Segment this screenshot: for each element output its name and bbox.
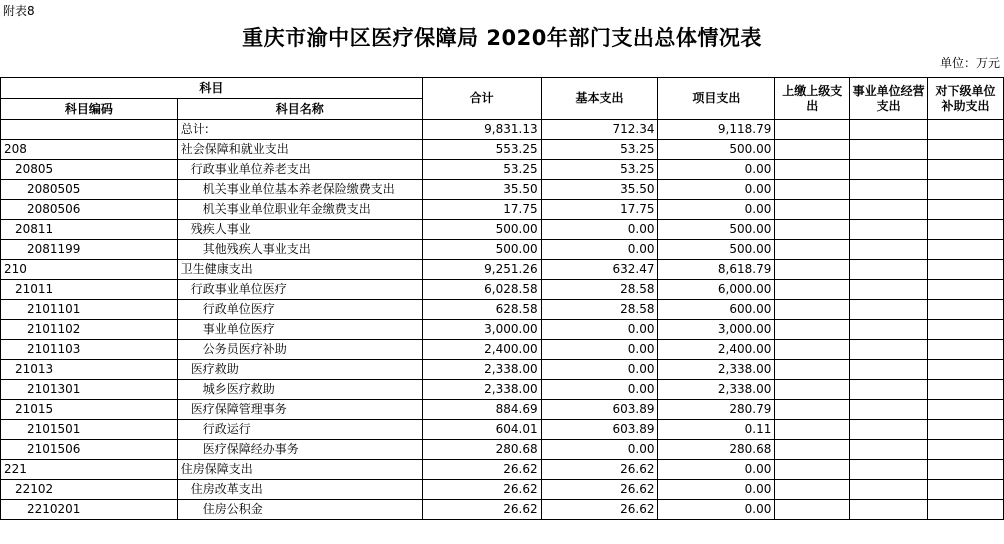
business-cell [850,300,928,320]
total-cell: 26.62 [422,460,541,480]
subject-code-cell: 2080505 [1,180,178,200]
upper-cell [775,360,850,380]
subject-name-cell: 残疾人事业 [177,220,422,240]
upper-cell [775,200,850,220]
upper-cell [775,400,850,420]
business-cell [850,240,928,260]
total-cell: 3,000.00 [422,320,541,340]
project-cell: 500.00 [658,220,775,240]
project-cell: 0.00 [658,180,775,200]
basic-cell: 603.89 [541,400,658,420]
subject-code-cell: 2101102 [1,320,178,340]
table-row [1,400,1004,420]
subsidy-cell [928,200,1004,220]
subject-name-cell: 住房改革支出 [177,480,422,500]
table-row [1,440,1004,460]
total-cell: 26.62 [422,480,541,500]
subject-code-cell: 22102 [1,480,178,500]
project-cell: 8,618.79 [658,260,775,280]
business-cell [850,460,928,480]
subject-code-cell: 208 [1,140,178,160]
subsidy-cell [928,240,1004,260]
header-total: 合计 [422,78,541,120]
upper-cell [775,420,850,440]
basic-cell: 28.58 [541,300,658,320]
project-cell: 0.11 [658,420,775,440]
subject-code-cell [1,120,178,140]
subsidy-cell [928,340,1004,360]
upper-cell [775,240,850,260]
total-cell: 35.50 [422,180,541,200]
total-cell: 26.62 [422,500,541,520]
subject-code-cell: 2101506 [1,440,178,460]
basic-cell: 53.25 [541,140,658,160]
table-row [1,340,1004,360]
total-cell: 628.58 [422,300,541,320]
subject-code-cell: 21011 [1,280,178,300]
total-cell: 500.00 [422,220,541,240]
subsidy-cell [928,180,1004,200]
basic-cell: 632.47 [541,260,658,280]
total-cell: 280.68 [422,440,541,460]
table-row [1,360,1004,380]
upper-cell [775,380,850,400]
subsidy-cell [928,460,1004,480]
subject-code-cell: 21013 [1,360,178,380]
subsidy-cell [928,440,1004,460]
subsidy-cell [928,400,1004,420]
subsidy-cell [928,120,1004,140]
subject-name-cell: 行政单位医疗 [177,300,422,320]
project-cell: 280.68 [658,440,775,460]
basic-cell: 53.25 [541,160,658,180]
project-cell: 3,000.00 [658,320,775,340]
upper-cell [775,280,850,300]
business-cell [850,280,928,300]
subject-code-cell: 2101301 [1,380,178,400]
project-cell: 0.00 [658,160,775,180]
attachment-label: 附表8 [3,4,35,18]
table-row [1,140,1004,160]
expenditure-table [0,77,1004,520]
business-cell [850,120,928,140]
total-cell: 553.25 [422,140,541,160]
table-row [1,280,1004,300]
subsidy-cell [928,160,1004,180]
upper-cell [775,260,850,280]
header-upper: 上缴上级支出 [775,78,850,120]
upper-cell [775,140,850,160]
subject-name-cell: 医疗保障管理事务 [177,400,422,420]
upper-cell [775,460,850,480]
subject-code-cell: 20805 [1,160,178,180]
subject-code-cell: 20811 [1,220,178,240]
project-cell: 2,400.00 [658,340,775,360]
subsidy-cell [928,280,1004,300]
table-row [1,180,1004,200]
subject-name-cell: 行政运行 [177,420,422,440]
basic-cell: 0.00 [541,240,658,260]
total-cell: 9,251.26 [422,260,541,280]
table-row [1,120,1004,140]
subject-code-cell: 221 [1,460,178,480]
table-row [1,500,1004,520]
table-body [1,120,1004,520]
project-cell: 0.00 [658,460,775,480]
subsidy-cell [928,360,1004,380]
subject-name-cell: 社会保障和就业支出 [177,140,422,160]
business-cell [850,340,928,360]
subject-name-cell: 卫生健康支出 [177,260,422,280]
business-cell [850,500,928,520]
project-cell: 500.00 [658,240,775,260]
basic-cell: 26.62 [541,500,658,520]
project-cell: 0.00 [658,480,775,500]
subsidy-cell [928,420,1004,440]
subsidy-cell [928,220,1004,240]
table-row [1,200,1004,220]
header-project: 项目支出 [658,78,775,120]
subject-name-cell: 总计: [177,120,422,140]
upper-cell [775,320,850,340]
basic-cell: 26.62 [541,460,658,480]
basic-cell: 17.75 [541,200,658,220]
subsidy-cell [928,140,1004,160]
project-cell: 600.00 [658,300,775,320]
header-basic: 基本支出 [541,78,658,120]
header-subject-code: 科目编码 [1,99,178,120]
business-cell [850,320,928,340]
subject-name-cell: 行政事业单位养老支出 [177,160,422,180]
table-row [1,380,1004,400]
total-cell: 500.00 [422,240,541,260]
subject-name-cell: 行政事业单位医疗 [177,280,422,300]
page-title: 重庆市渝中区医疗保障局 2020年部门支出总体情况表 [242,26,762,50]
subject-code-cell: 21015 [1,400,178,420]
business-cell [850,220,928,240]
table-row [1,300,1004,320]
basic-cell: 0.00 [541,380,658,400]
total-cell: 6,028.58 [422,280,541,300]
upper-cell [775,120,850,140]
total-cell: 2,338.00 [422,380,541,400]
business-cell [850,420,928,440]
subject-name-cell: 机关事业单位基本养老保险缴费支出 [177,180,422,200]
subsidy-cell [928,300,1004,320]
header-business: 事业单位经营支出 [850,78,928,120]
table-row [1,160,1004,180]
header-subject-name: 科目名称 [177,99,422,120]
subject-name-cell: 其他残疾人事业支出 [177,240,422,260]
subsidy-cell [928,480,1004,500]
basic-cell: 0.00 [541,360,658,380]
business-cell [850,480,928,500]
table-row [1,220,1004,240]
business-cell [850,260,928,280]
project-cell: 500.00 [658,140,775,160]
project-cell: 2,338.00 [658,360,775,380]
table-row [1,420,1004,440]
upper-cell [775,180,850,200]
basic-cell: 26.62 [541,480,658,500]
table-row [1,240,1004,260]
subject-name-cell: 医疗救助 [177,360,422,380]
header-subject: 科目 [1,78,423,99]
project-cell: 2,338.00 [658,380,775,400]
business-cell [850,160,928,180]
upper-cell [775,500,850,520]
subject-code-cell: 2081199 [1,240,178,260]
total-cell: 884.69 [422,400,541,420]
business-cell [850,440,928,460]
subject-code-cell: 210 [1,260,178,280]
upper-cell [775,160,850,180]
basic-cell: 712.34 [541,120,658,140]
table-row [1,480,1004,500]
business-cell [850,380,928,400]
subject-name-cell: 住房保障支出 [177,460,422,480]
subject-name-cell: 医疗保障经办事务 [177,440,422,460]
subject-name-cell: 事业单位医疗 [177,320,422,340]
subject-code-cell: 2101501 [1,420,178,440]
subsidy-cell [928,320,1004,340]
basic-cell: 0.00 [541,320,658,340]
subject-name-cell: 城乡医疗救助 [177,380,422,400]
total-cell: 9,831.13 [422,120,541,140]
project-cell: 0.00 [658,200,775,220]
business-cell [850,400,928,420]
business-cell [850,360,928,380]
total-cell: 17.75 [422,200,541,220]
business-cell [850,200,928,220]
upper-cell [775,440,850,460]
total-cell: 604.01 [422,420,541,440]
project-cell: 6,000.00 [658,280,775,300]
table-row [1,260,1004,280]
upper-cell [775,480,850,500]
subject-code-cell: 2101101 [1,300,178,320]
subject-code-cell: 2210201 [1,500,178,520]
project-cell: 0.00 [658,500,775,520]
subsidy-cell [928,380,1004,400]
subsidy-cell [928,260,1004,280]
upper-cell [775,220,850,240]
subject-name-cell: 住房公积金 [177,500,422,520]
business-cell [850,140,928,160]
basic-cell: 0.00 [541,220,658,240]
total-cell: 2,338.00 [422,360,541,380]
project-cell: 280.79 [658,400,775,420]
total-cell: 53.25 [422,160,541,180]
subject-name-cell: 公务员医疗补助 [177,340,422,360]
total-cell: 2,400.00 [422,340,541,360]
subject-code-cell: 2101103 [1,340,178,360]
header-subsidy: 对下级单位补助支出 [928,78,1004,120]
table-row [1,460,1004,480]
business-cell [850,180,928,200]
basic-cell: 603.89 [541,420,658,440]
basic-cell: 0.00 [541,340,658,360]
basic-cell: 35.50 [541,180,658,200]
unit-label: 单位：万元 [939,56,1000,70]
subsidy-cell [928,500,1004,520]
basic-cell: 0.00 [541,440,658,460]
table-row [1,320,1004,340]
upper-cell [775,300,850,320]
upper-cell [775,340,850,360]
subject-name-cell: 机关事业单位职业年金缴费支出 [177,200,422,220]
subject-code-cell: 2080506 [1,200,178,220]
project-cell: 9,118.79 [658,120,775,140]
basic-cell: 28.58 [541,280,658,300]
